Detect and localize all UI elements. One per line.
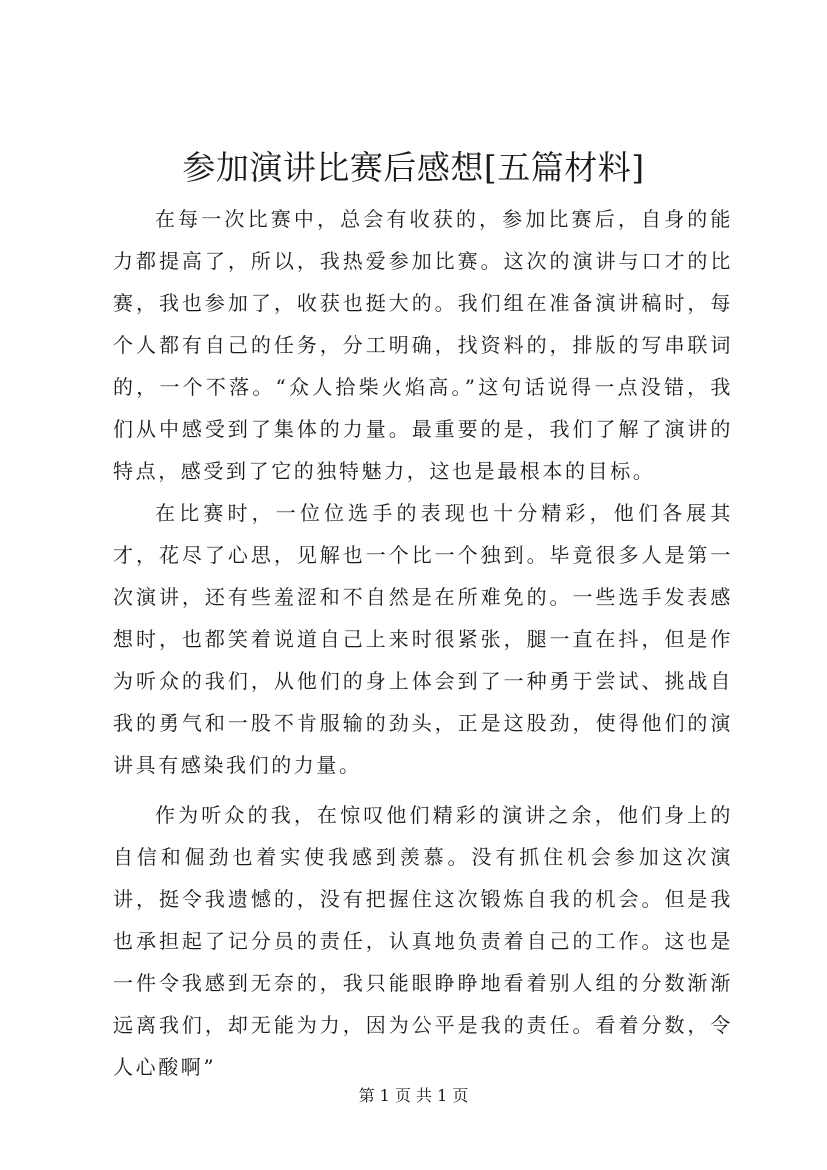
paragraph-2: 在比赛时，一位位选手的表现也十分精彩，他们各展其才，花尽了心思，见解也一个比一个独到。毕竟很多人是第一次演讲，还有些羞涩和不自然是在所难免的。一些选手发表感想时，也都笑着说道自己上来时很紧张，腿一直在抖，但是作为听众的我们，从他们的身上体会到了一种勇于尝试、挑战自我的勇气和一股不肯服输的劲头，正是这股劲，使得他们的演讲具有感染我们的力量。: [113, 501, 733, 777]
paragraph-1: 在每一次比赛中，总会有收获的，参加比赛后，自身的能力都提高了，所以，我热爱参加比赛。这次的演讲与口才的比赛，我也参加了，收获也挺大的。我们组在准备演讲稿时，每个人都有自己的任务，分工明确，找资料的，排版的写串联词的，一个不落。“众人拾柴火焰高。”这句话说得一点没错，我们从中感受到了集体的力量。最重要的是，我们了解了演讲的特点，感受到了它的独特魅力，这也是最根本的目标。: [113, 207, 733, 483]
document-body: [113, 198, 733, 1088]
document-title: 参加演讲比赛后感想[五篇材料]: [182, 148, 645, 187]
page-footer: 第 1 页 共 1 页: [358, 1086, 469, 1105]
paragraph-3: 作为听众的我，在惊叹他们精彩的演讲之余，他们身上的自信和倔劲也着实使我感到羡慕。没有抓住机会参加这次演讲，挺令我遗憾的，没有把握住这次锻炼自我的机会。但是我也承担起了记分员的责任，认真地负责着自己的工作。这也是一件令我感到无奈的，我只能眼睁睁地看着别人组的分数渐渐远离我们，却无能为力，因为公平是我的责任。看着分数，令人心酸啊”: [113, 803, 733, 1079]
